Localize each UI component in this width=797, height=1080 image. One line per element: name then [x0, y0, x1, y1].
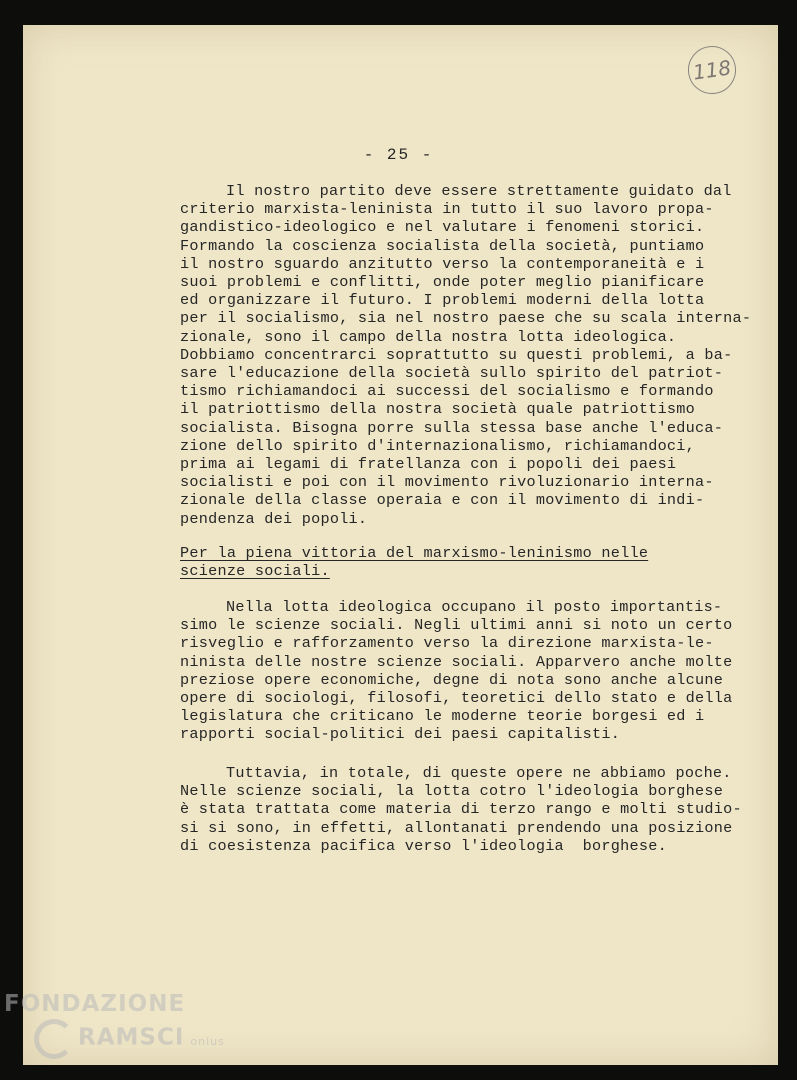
watermark-line: FONDAZIONE	[4, 991, 186, 1017]
text-line: socialisti e poi con il movimento rivoluzionario interna-	[180, 473, 714, 492]
fondazione-gramsci-watermark	[4, 992, 225, 1059]
text-line: criterio marxista-leninista in tutto il suo lavoro propa-	[180, 200, 714, 219]
text-line: suoi problemi e conflitti, onde poter meglio pianificare	[180, 273, 705, 292]
heading-line: Per la piena vittoria del marxismo-leninismo nelle	[180, 544, 649, 562]
text-line: Tuttavia, in totale, di queste opere ne abbiamo poche.	[226, 764, 732, 782]
text-line: tismo richiamandoci ai successi del socialismo e formando	[180, 382, 714, 401]
text-line: Nelle scienze sociali, la lotta cotro l'ideologia borghese	[180, 782, 724, 801]
text-line: sare l'educazione della società sullo spirito del patriot-	[180, 364, 724, 383]
text-line: gandistico-ideologico e nel valutare i fenomeni storici.	[180, 218, 705, 237]
text-line: Formando la coscienza socialista della società, puntiamo	[180, 236, 705, 255]
text-line: si si sono, in effetti, allontanati prendendo una posizione	[180, 818, 733, 837]
text-line: Dobbiamo concentrarci soprattutto su questi problemi, a ba-	[180, 345, 733, 364]
text-line: è stata trattata come materia di terzo rango e molti studio-	[180, 800, 742, 819]
text-line: prima ai legami di fratellanza con i popoli dei paesi	[180, 455, 677, 474]
watermark-line: RAMSCI onlus	[4, 1017, 225, 1059]
text-line: il nostro sguardo anzitutto verso la contemporaneità e i	[180, 254, 705, 273]
text-line: ninista delle nostre scienze sociali. Apparvero anche molte	[180, 652, 733, 671]
section-heading	[180, 544, 770, 580]
heading-line: scienze sociali.	[180, 562, 330, 581]
gramsci-g-logo-icon	[34, 1019, 74, 1059]
text-line: preziose opere economiche, degne di nota sono anche alcune	[180, 670, 724, 689]
text-line: per il socialismo, sia nel nostro paese che su scala interna-	[180, 309, 752, 328]
text-line: di coesistenza pacifica verso l'ideologia borghese.	[180, 836, 667, 855]
paragraph-3	[180, 764, 770, 855]
paragraph-2	[180, 598, 770, 744]
text-line: zionale della classe operaia e con il movimento di indi-	[180, 491, 705, 510]
text-line: socialista. Bisogna porre sulla stessa base anche l'educa-	[180, 418, 724, 437]
page-number: - 25 -	[363, 146, 434, 164]
text-line: legislatura che criticano le moderne teorie borgesi ed i	[180, 707, 705, 726]
text-line: simo le scienze sociali. Negli ultimi anni si noto un certo	[180, 616, 733, 635]
text-line: Il nostro partito deve essere strettamente guidato dal	[226, 182, 732, 200]
text-line: risveglio e rafforzamento verso la direzione marxista-le-	[180, 634, 714, 653]
text-line: ed organizzare il futuro. I problemi moderni della lotta	[180, 291, 705, 310]
text-line: opere di sociologi, filosofi, teoretici dello stato e della	[180, 689, 733, 708]
text-line: zionale, sono il campo della nostra lotta ideologica.	[180, 327, 677, 346]
text-line: zione dello spirito d'internazionalismo, richiamandoci,	[180, 436, 696, 455]
text-line: pendenza dei popoli.	[180, 509, 368, 528]
text-line: rapporti social-politici dei paesi capitalisti.	[180, 725, 621, 744]
archive-number-stamp: 118	[685, 43, 739, 97]
text-line: il patriottismo della nostra società quale patriottismo	[180, 400, 696, 419]
text-line: Nella lotta ideologica occupano il posto importantis-	[226, 598, 723, 616]
paragraph-1	[180, 182, 770, 528]
